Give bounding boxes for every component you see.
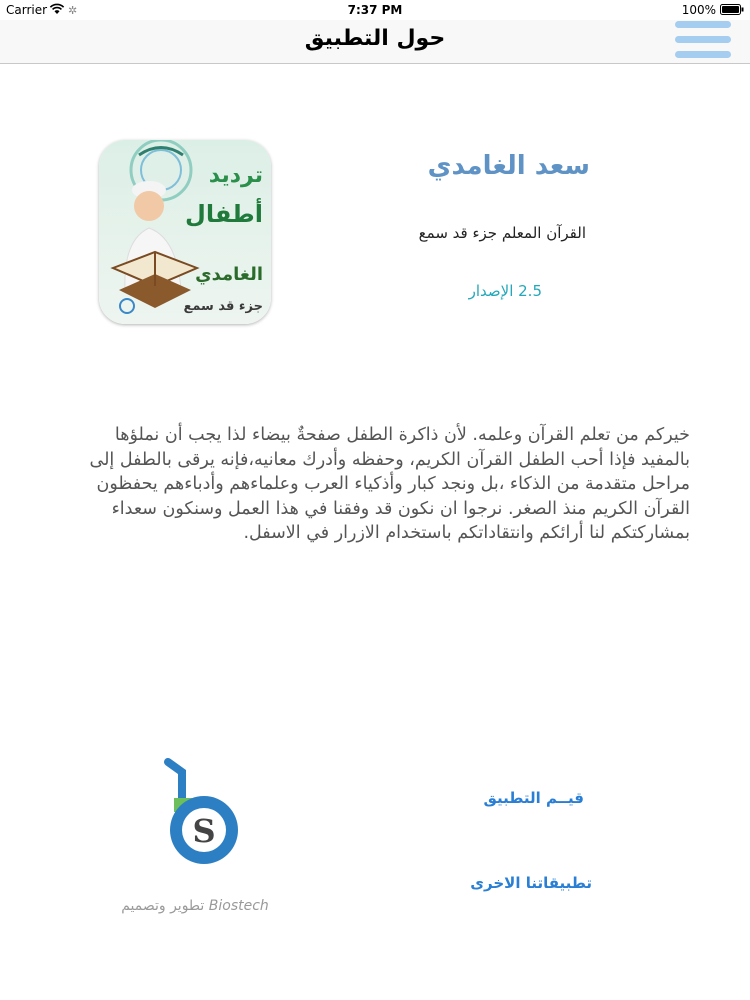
menu-bar-icon bbox=[675, 21, 731, 28]
status-time: 7:37 PM bbox=[347, 3, 403, 17]
other-apps-link[interactable]: تطبيقاتنا الاخرى bbox=[470, 874, 592, 892]
battery-icon bbox=[720, 4, 744, 15]
carrier-label: Carrier bbox=[6, 3, 48, 17]
icon-caption-line4: جزء قد سمع bbox=[183, 299, 263, 314]
icon-caption-line3: الغامدي bbox=[195, 264, 263, 285]
app-subtitle: القرآن المعلم جزء قد سمع bbox=[418, 224, 586, 242]
activity-spinner-icon: ✲ bbox=[68, 4, 78, 17]
icon-caption-line2: أطفال bbox=[185, 200, 263, 228]
rate-app-link[interactable]: قيــم التطبيق bbox=[483, 789, 584, 807]
app-version: 2.5 الإصدار bbox=[468, 282, 542, 300]
app-name: سعد الغامدي bbox=[427, 151, 590, 181]
developer-credit bbox=[110, 898, 280, 914]
icon-caption-line1: ترديد bbox=[208, 163, 263, 188]
status-bar bbox=[0, 0, 750, 20]
menu-bar-icon bbox=[675, 51, 731, 58]
developer-logo-letter: S bbox=[192, 812, 216, 850]
menu-bar-icon bbox=[675, 36, 731, 43]
page-title: حول التطبيق bbox=[304, 26, 446, 51]
app-icon bbox=[99, 140, 271, 324]
menu-button[interactable] bbox=[675, 20, 731, 60]
battery-percent: 100% bbox=[681, 3, 716, 17]
developer-logo-icon bbox=[160, 758, 244, 874]
app-description: خيركم من تعلم القرآن وعلمه. لأن ذاكرة الطفل صفحةٌ بيضاء لذا يجب أن نملؤها بالمفيد فإذا أحب الطفل القرآن الكريم، وحفظه وأدرك معانيه،فإنه يرقى بالطفل إلى مراحل متقدمة من الذكاء ،بل ونجد كبار وأذكياء العرب وعلماءهم وأدباءهم يحفظون القرآن الكريم منذ الصغر. نرجوا ان نكون قد وفقنا في هذا العمل وسنكون سعداء بمشاركتكم لنا أرائكم وانتقاداتكم باستخدام الازرار في الاسفل. bbox=[89, 425, 690, 543]
navigation-bar bbox=[0, 20, 750, 64]
developer-name: Biostech bbox=[208, 898, 269, 914]
developer-credit-arabic: تطوير وتصميم bbox=[121, 898, 205, 914]
app-icon-artwork bbox=[99, 140, 271, 324]
